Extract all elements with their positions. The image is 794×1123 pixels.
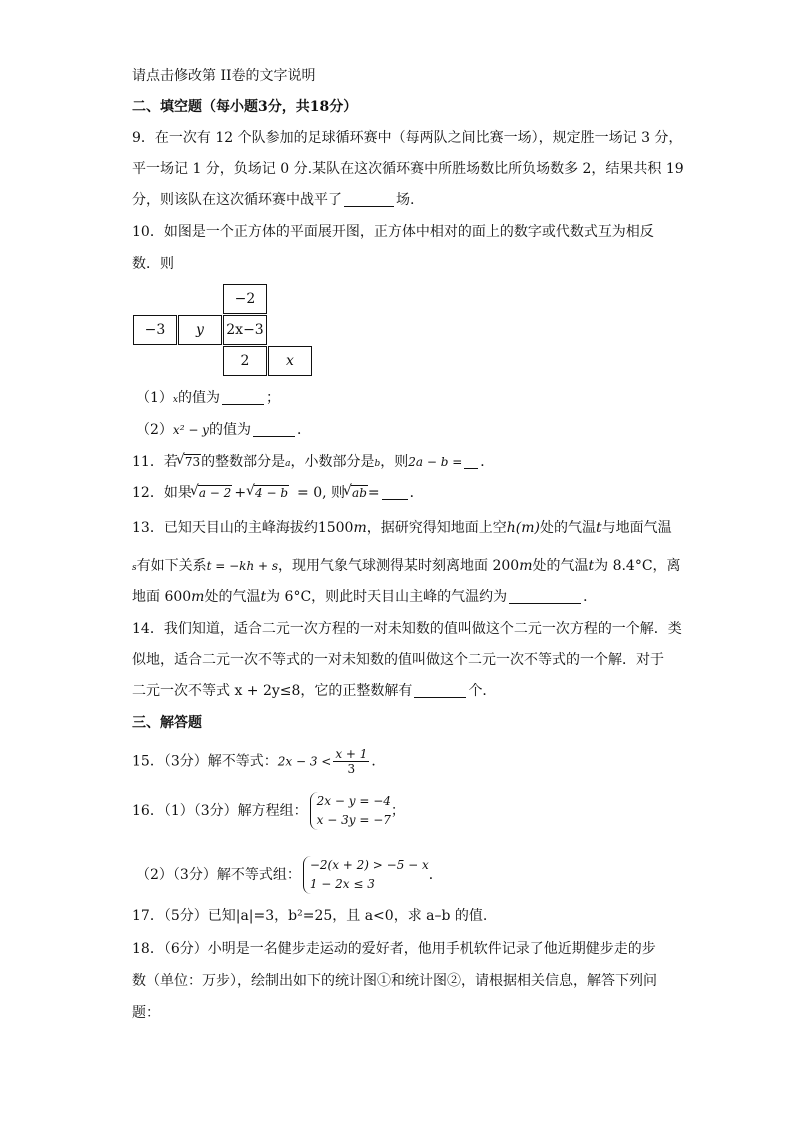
q16-eq1: 2x − y = −4	[316, 794, 391, 808]
q13-l2f: 处的气温	[532, 558, 589, 574]
q9-line3	[132, 190, 414, 210]
q13-l2c: t = −kh + s	[206, 559, 279, 573]
q11-expr: 2a − b =	[408, 455, 463, 469]
q10-sub1-blank[interactable]	[222, 390, 264, 405]
q13-l3c: 处的气温	[204, 589, 261, 605]
q14-line2: 似地，适合二元一次不等式的一对未知数的值叫做这个二元一次不等式的一个解．对于	[132, 652, 664, 668]
net-cell-left2: y	[178, 315, 222, 345]
q10-sub2-prefix: （2）	[136, 422, 173, 438]
q13-l1h: 与地面气温	[601, 520, 672, 536]
q13-l1b: m	[353, 520, 367, 536]
q18-line1: 18．（6分）小明是一名健步走运动的爱好者，他用手机软件记录了他近期健步走的步	[132, 941, 656, 957]
net-cell-right: x	[268, 346, 312, 376]
q15	[132, 747, 385, 776]
q10-sub1-var: x	[172, 395, 178, 405]
q16-prefix: 16．（1）（3分）解方程组：	[132, 803, 308, 819]
q11	[132, 452, 494, 474]
q9-line1: 9．在一次有 12 个队参加的足球循环赛中（每两队之间比赛一场），规定胜一场记 3 分，	[132, 130, 683, 146]
q16-part2	[136, 856, 443, 894]
q10-sub1-prefix: （1）	[136, 390, 173, 406]
q13-l2g: t	[588, 558, 595, 574]
q16-eq2: x − 3y = −7	[316, 813, 391, 827]
q15-prefix: 15．（3分）解不等式：	[132, 753, 278, 770]
q13-l2b: 有如下关系	[136, 558, 207, 574]
q12-end: ．	[409, 485, 424, 501]
q12-radical2: √ 4 − b	[254, 485, 289, 500]
q14-l3b: 个．	[468, 683, 497, 699]
q10-sub1	[136, 388, 280, 410]
q11-b: b	[374, 459, 381, 469]
q15-denominator: 3	[347, 762, 356, 776]
q13-l3b: m	[191, 589, 205, 605]
q13-l1e: (m)	[515, 520, 540, 536]
q16-inequality-system	[303, 856, 429, 894]
q18-line2: 数（单位：万步），绘制出如下的统计图①和统计图②，请根据相关信息，解答下列问	[132, 973, 657, 989]
section3-title: 三、解答题	[132, 715, 202, 731]
q13-line2	[132, 556, 681, 578]
q13-line3	[132, 587, 597, 607]
q17: 17．（5分）已知|a|=3，b²=25，且 a<0，求 a–b 的值.	[132, 908, 488, 924]
q12-radical3: √ ab	[351, 485, 368, 500]
q13-l2a: s	[132, 563, 137, 573]
header-note: 请点击修改第 II卷的文字说明	[132, 68, 316, 84]
q11-mid1: 的整数部分是	[201, 454, 286, 470]
q12-answer-blank[interactable]	[382, 485, 408, 500]
q16-p2-prefix: （2）（3分）解不等式组：	[136, 867, 301, 883]
q10-sub2	[136, 420, 311, 440]
q16-ineq1: −2(x + 2) > −5 − x	[309, 858, 429, 872]
net-cell-bottom: 2	[223, 346, 267, 376]
q13-l1c: ，据研究得知地面上空	[366, 520, 507, 536]
q11-mid2: ，小数部分是	[290, 454, 375, 470]
q9-answer-blank[interactable]	[344, 192, 394, 207]
q13-l2h: 为 8.4°C，离	[594, 558, 681, 574]
q13-l2d: ，现用气象气球测得某时刻离地面 200	[278, 558, 520, 574]
q11-radical: √ 73	[184, 454, 201, 469]
q9-unit: 场.	[396, 192, 415, 208]
q18-line3: 题：	[132, 1005, 160, 1021]
q10-line1: 10．如图是一个正方体的平面展开图，正方体中相对的面上的数字或代数式互为相反	[132, 224, 654, 240]
q12-mid: = 0, 则	[297, 485, 346, 501]
q10-sub1-text: 的值为	[178, 390, 220, 406]
q15-lhs: 2x − 3 <	[277, 754, 332, 769]
q13-l3e: 为 6°C，则此时天目山主峰的气温约为	[266, 589, 508, 605]
q14-l3a: 二元一次不等式 x + 2y≤8，它的正整数解有	[132, 683, 413, 699]
q11-end: ．	[480, 454, 495, 470]
q10-line2: 数．则	[132, 256, 174, 272]
q16-part1	[132, 792, 405, 830]
q13-l1g: t	[595, 520, 602, 536]
q13-l3a: 地面 600	[132, 589, 192, 605]
q10-sub2-blank[interactable]	[253, 422, 295, 437]
q16-equation-system	[310, 792, 391, 830]
q14-line1: 14．我们知道，适合二元一次方程的一对未知数的值叫做这个二元一次方程的一个解．类	[132, 621, 682, 637]
net-cell-top: −2	[223, 284, 267, 314]
section2-title: 二、填空题（每小题3分，共18分）	[132, 99, 358, 115]
q14-answer-blank[interactable]	[414, 683, 466, 698]
q12-plus: +	[234, 485, 247, 501]
q12-eq: =	[367, 485, 380, 501]
q13-l1d: h	[506, 520, 516, 536]
q14-line3	[132, 681, 496, 701]
q11-answer-blank[interactable]	[464, 454, 478, 469]
q10-sub2-expr: x² − y	[172, 423, 209, 437]
q13-l1a: 13．已知天目山的主峰海拔约1500	[132, 520, 354, 536]
q13-line1	[132, 518, 672, 538]
q13-l2e: m	[519, 558, 533, 574]
q16-p2-end: ．	[428, 867, 443, 883]
q11-prefix: 11．若	[132, 454, 178, 470]
q12-prefix: 12．如果	[132, 485, 192, 501]
q11-a: a	[285, 459, 291, 469]
q13-l3f: ．	[583, 589, 598, 605]
q13-l3d: t	[260, 589, 267, 605]
q10-sub1-end: ；	[266, 390, 280, 406]
q10-sub2-text: 的值为	[208, 422, 251, 438]
q12	[132, 483, 424, 503]
q15-fraction	[333, 747, 369, 776]
q12-radical1: √ a − 2	[198, 485, 232, 500]
q13-answer-blank[interactable]	[509, 589, 581, 604]
q16-end: ；	[390, 803, 405, 819]
net-cell-left1: −3	[133, 315, 177, 345]
q10-sub2-end: ．	[296, 422, 311, 438]
q13-l1f: 处的气温	[539, 520, 596, 536]
cube-net-figure	[133, 284, 315, 378]
q11-mid3: ，则	[380, 454, 409, 470]
q9-text: 分，则该队在这次循环赛中战平了	[132, 192, 342, 208]
net-cell-center: 2x−3	[223, 315, 267, 345]
q15-numerator: x + 1	[335, 747, 368, 761]
q9-line2: 平一场记 1 分，负场记 0 分.某队在这次循环赛中所胜场数比所负场数多 2，结果共积 19	[132, 161, 684, 177]
q16-ineq2: 1 − 2x ≤ 3	[309, 877, 375, 891]
q15-end: ．	[371, 753, 386, 770]
